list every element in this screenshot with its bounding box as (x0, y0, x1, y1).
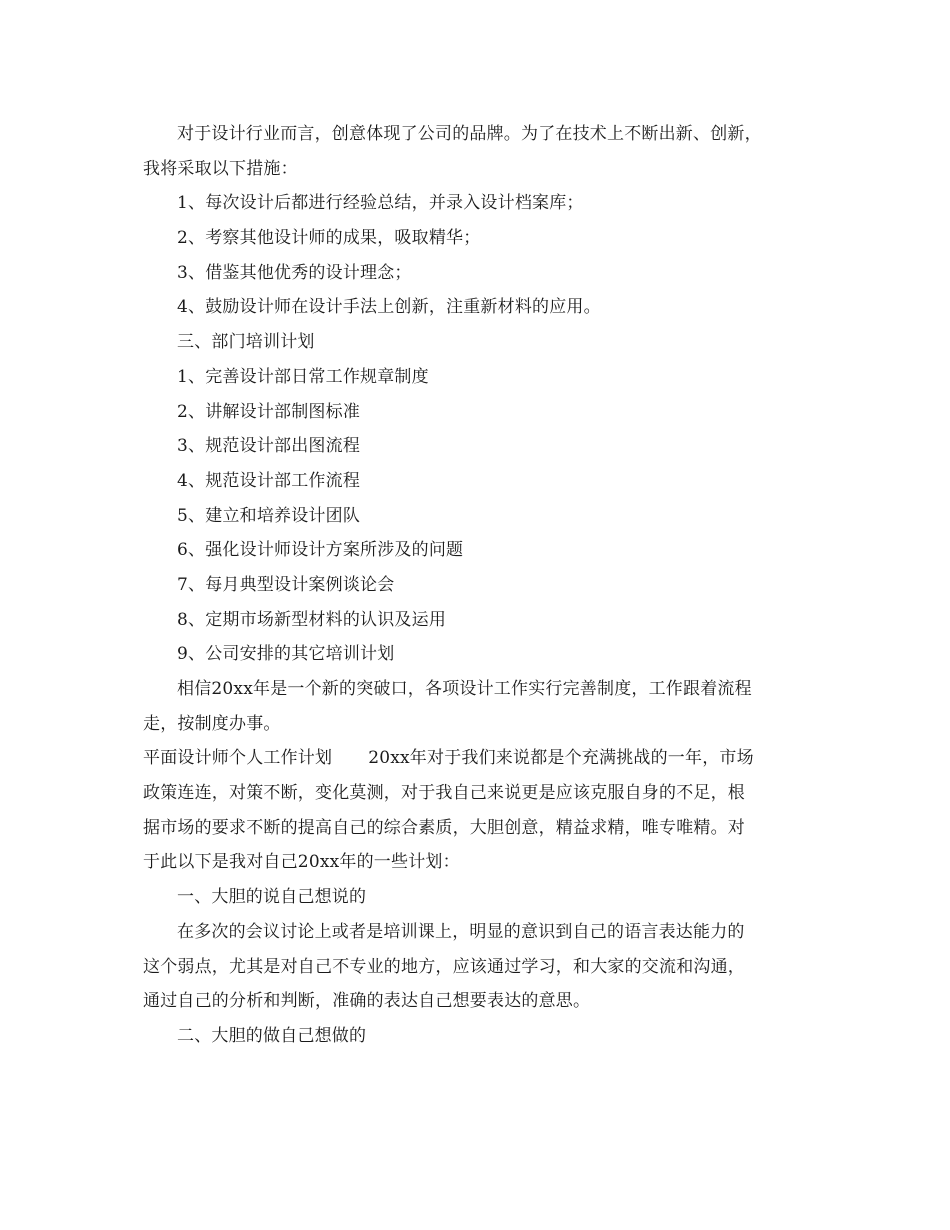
section-heading: 三、部门培训计划 (177, 332, 315, 353)
list-item: 2、考察其他设计师的成果，吸取精华； (177, 228, 481, 249)
list-item: 9、公司安排的其它培训计划 (177, 644, 395, 665)
paragraph-line: 据市场的要求不断的提高自己的综合素质，大胆创意，精益求精，唯专唯精。对 (143, 817, 745, 838)
list-item: 3、借鉴其他优秀的设计理念； (177, 262, 412, 283)
document-title: 平面设计师个人工作计划 (143, 748, 333, 769)
paragraph-line: 我将采取以下措施： (143, 158, 298, 179)
section-heading: 一、大胆的说自己想说的 (177, 887, 367, 908)
list-item: 1、完善设计部日常工作规章制度 (177, 366, 429, 387)
paragraph-line: 对于设计行业而言，创意体现了公司的品牌。为了在技术上不断出新、创新， (177, 124, 762, 144)
paragraph-line: 这个弱点，尤其是对自己不专业的地方，应该通过学习，和大家的交流和沟通， (143, 956, 745, 977)
list-item: 8、定期市场新型材料的认识及运用 (177, 609, 447, 630)
paragraph-text: 20xx年对于我们来说都是个充满挑战的一年，市场 (368, 748, 754, 769)
list-item: 7、每月典型设计案例谈论会 (177, 574, 395, 595)
list-item: 2、讲解设计部制图标准 (177, 401, 361, 422)
list-item: 4、规范设计部工作流程 (177, 470, 361, 491)
paragraph-line: 走，按制度办事。 (143, 713, 281, 734)
list-item: 6、强化设计师设计方案所涉及的问题 (177, 540, 464, 561)
list-item: 4、鼓励设计师在设计手法上创新，注重新材料的应用。 (177, 297, 601, 318)
list-item: 3、规范设计部出图流程 (177, 436, 361, 457)
paragraph-line: 相信20xx年是一个新的突破口，各项设计工作实行完善制度，工作跟着流程 (177, 679, 752, 699)
list-item: 1、每次设计后都进行经验总结，并录入设计档案库； (177, 193, 584, 214)
paragraph-line: 于此以下是我对自己20xx年的一些计划： (143, 852, 460, 873)
paragraph-line: 通过自己的分析和判断，准确的表达自己想要表达的意思。 (143, 991, 591, 1012)
paragraph-line: 在多次的会议讨论上或者是培训课上，明显的意识到自己的语言表达能力的 (177, 921, 745, 942)
document-title-line (143, 741, 807, 776)
section-heading: 二、大胆的做自己想做的 (177, 1025, 367, 1046)
paragraph-line: 政策连连，对策不断，变化莫测，对于我自己来说更是应该克服自身的不足，根 (143, 783, 745, 804)
list-item: 5、建立和培养设计团队 (177, 505, 361, 526)
document-body (143, 117, 807, 1054)
